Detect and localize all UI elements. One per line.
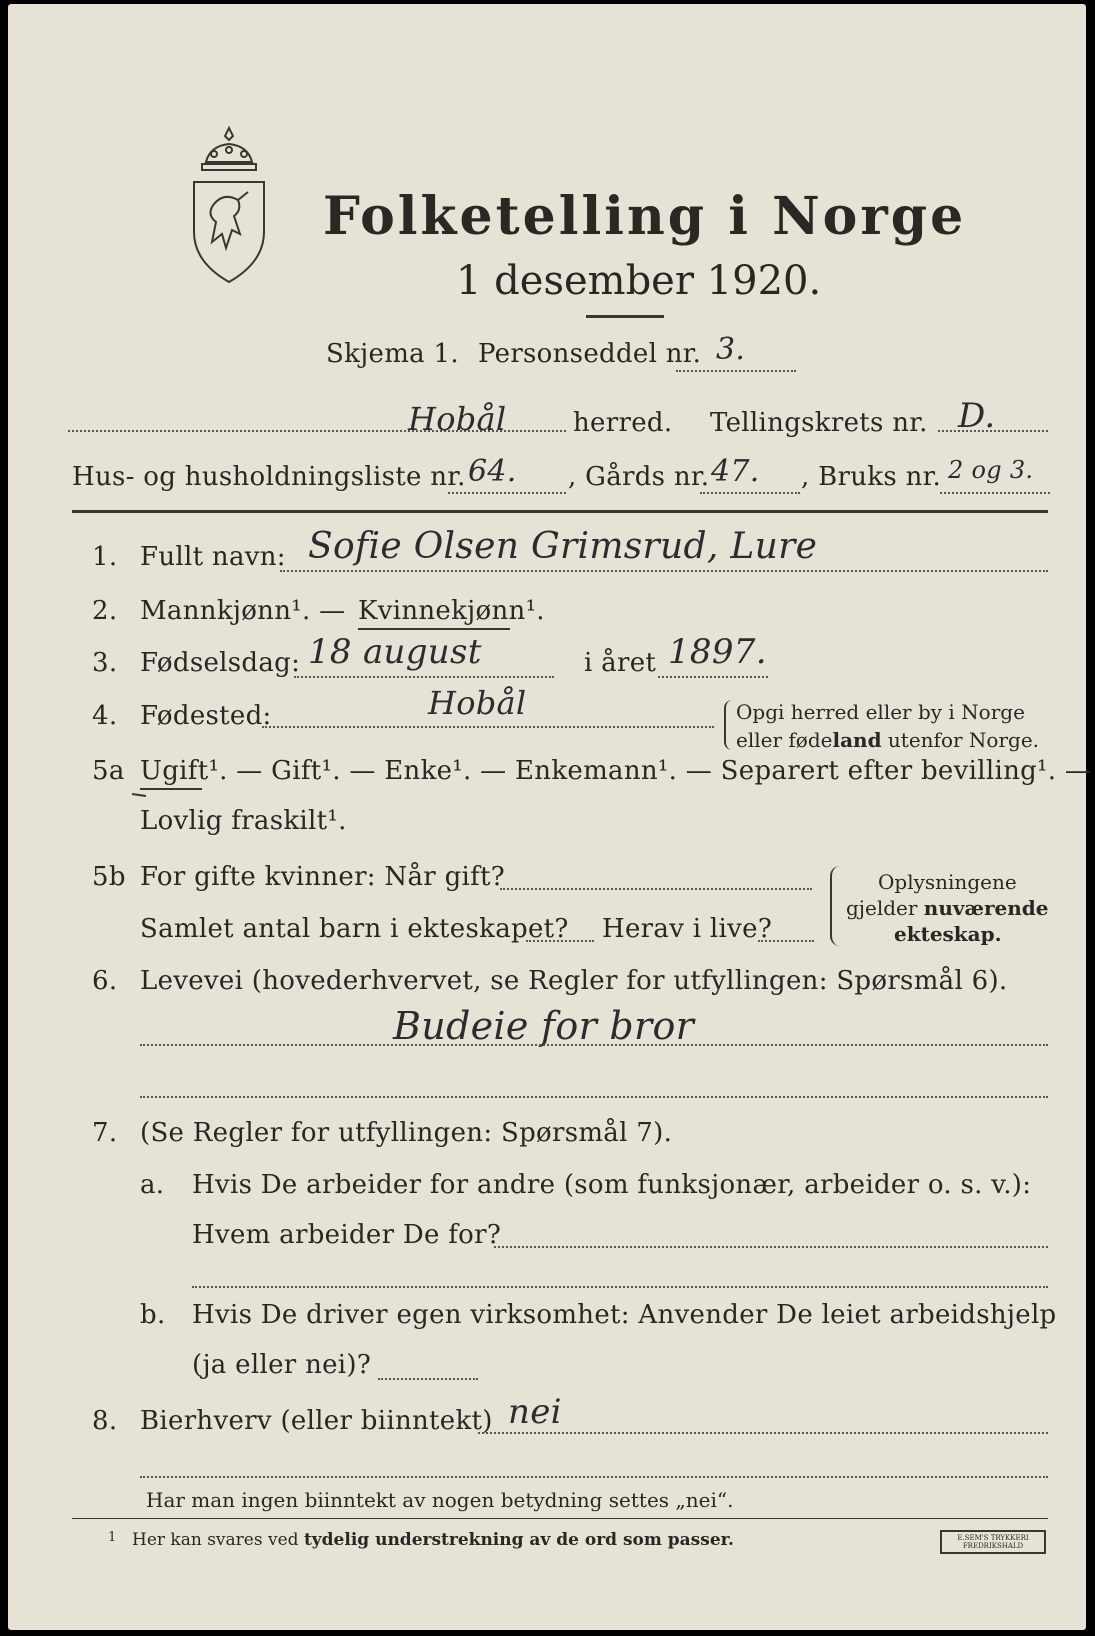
tellingskrets-field xyxy=(938,430,1048,432)
q1-value[interactable]: Sofie Olsen Grimsrud, Lure xyxy=(308,526,818,567)
q5a-ugift-mark xyxy=(132,793,146,797)
printer-mark: E.SEM'S TRYKKERI FREDRIKSHALD xyxy=(940,1530,1046,1554)
q1-number: 1. xyxy=(92,542,118,572)
q7b-letter: b. xyxy=(140,1300,166,1330)
census-form-sheet xyxy=(8,4,1092,1630)
q5b-note-brace xyxy=(830,866,840,946)
q5b-line2-b: Herav i live? xyxy=(602,914,773,944)
q5b-married-field xyxy=(500,888,812,890)
q5a-ugift[interactable]: Ugift xyxy=(140,756,209,786)
q3-year-field xyxy=(658,676,768,678)
q5b-line2-a: Samlet antal barn i ekteskapet? xyxy=(140,914,569,944)
q5a-other-options[interactable]: ¹. — Gift¹. — Enke¹. — Enkemann¹. — Separert efter bevilling¹. — xyxy=(208,756,1092,786)
q1-field xyxy=(280,570,1048,572)
q5b-note3: ekteskap. xyxy=(894,922,1002,946)
q6-field-2 xyxy=(140,1096,1048,1098)
q3-field xyxy=(294,676,554,678)
q4-note-brace xyxy=(724,700,732,750)
footnote xyxy=(132,1530,734,1550)
q2-kvinne-underline xyxy=(358,628,510,630)
personseddel-field xyxy=(676,370,796,372)
q5b-children-field xyxy=(526,940,594,942)
census-date: 1 desember 1920. xyxy=(456,258,822,304)
title-divider xyxy=(586,315,664,318)
q5b-alive-field xyxy=(758,940,814,942)
q5a-line2[interactable]: Lovlig fraskilt¹. xyxy=(140,806,347,836)
q3-aret-label: i året xyxy=(584,648,657,678)
bruks-field xyxy=(940,492,1050,494)
q5a-ugift-underline xyxy=(140,788,202,790)
tellingskrets-value[interactable]: D. xyxy=(958,396,996,436)
q5a-number: 5a xyxy=(92,756,125,786)
q7a-letter: a. xyxy=(140,1170,165,1200)
coat-of-arms-icon xyxy=(186,124,272,286)
gards-label: , Gårds nr. xyxy=(568,462,710,492)
q7b-field[interactable] xyxy=(378,1378,478,1380)
q4-note-line2-c: utenfor Norge. xyxy=(881,728,1040,752)
q6-number: 6. xyxy=(92,966,118,996)
bruks-label: , Bruks nr. xyxy=(801,462,942,492)
q2-mann[interactable]: Mannkjønn¹. — xyxy=(140,596,346,626)
footnote-b: tydelig understrekning av de ord som passer. xyxy=(303,1530,734,1550)
q6-label: Levevei (hovederhvervet, se Regler for utfyllingen: Spørsmål 6). xyxy=(140,966,1008,996)
q6-value[interactable]: Budeie for bror xyxy=(393,1004,695,1048)
q7-label: (Se Regler for utfyllingen: Spørsmål 7). xyxy=(140,1118,673,1148)
footnote-number: 1 xyxy=(108,1530,117,1545)
q4-note-line2-a: eller føde xyxy=(736,728,833,752)
skjema-label: Skjema 1. xyxy=(326,339,459,369)
q4-field xyxy=(262,726,714,728)
footer-note: Har man ingen biinntekt av nogen betydning settes „nei“. xyxy=(146,1488,734,1512)
q3-label: Fødselsdag: xyxy=(140,648,301,678)
gards-value[interactable]: 47. xyxy=(711,454,760,489)
q7a-employer-field-2[interactable] xyxy=(192,1286,1048,1288)
personseddel-label: Personseddel nr. xyxy=(478,339,702,369)
q4-note-line2-b: land xyxy=(832,728,882,752)
q6-field xyxy=(140,1044,1048,1046)
hus-field xyxy=(448,492,566,494)
q8-field xyxy=(478,1432,1048,1434)
herred-label: herred. xyxy=(573,408,673,438)
q5b-note1: Oplysningene xyxy=(878,870,1017,894)
q7a-line2: Hvem arbeider De for? xyxy=(192,1220,502,1250)
q7-number: 7. xyxy=(92,1118,118,1148)
footer-divider xyxy=(72,1518,1048,1519)
q2-kvinne[interactable]: Kvinnekjønn¹. xyxy=(358,596,545,626)
q8-label: Bierhverv (eller biinntekt) xyxy=(140,1406,493,1436)
q5a-options xyxy=(140,756,1091,786)
q7a-employer-field[interactable] xyxy=(494,1246,1048,1248)
q7b-line2: (ja eller nei)? xyxy=(192,1350,372,1380)
q8-number: 8. xyxy=(92,1406,118,1436)
q3-year[interactable]: 1897. xyxy=(668,632,767,672)
q5b-line1: For gifte kvinner: Når gift? xyxy=(140,862,506,892)
bruks-value[interactable]: 2 og 3. xyxy=(948,456,1034,484)
tellingskrets-label: Tellingskrets nr. xyxy=(710,408,928,438)
q5b-number: 5b xyxy=(92,862,126,892)
q5b-note2-b: nuværende xyxy=(923,896,1049,920)
herred-value[interactable]: Hobål xyxy=(408,400,507,438)
q3-number: 3. xyxy=(92,648,118,678)
q1-label: Fullt navn: xyxy=(140,542,286,572)
q2-number: 2. xyxy=(92,596,118,626)
q8-value[interactable]: nei xyxy=(508,1392,562,1432)
form-title: Folketelling i Norge xyxy=(323,186,967,247)
q7b-line1: Hvis De driver egen virksomhet: Anvender De leiet arbeidshjelp xyxy=(192,1300,1057,1330)
q4-value[interactable]: Hobål xyxy=(428,684,527,722)
q8-field-2 xyxy=(140,1476,1048,1478)
q7a-line1: Hvis De arbeider for andre (som funksjonær, arbeider o. s. v.): xyxy=(192,1170,1032,1200)
gards-field xyxy=(700,492,800,494)
q3-value[interactable]: 18 august xyxy=(308,632,482,672)
q4-number: 4. xyxy=(92,701,118,731)
hus-label: Hus- og husholdningsliste nr. xyxy=(72,462,466,492)
footnote-a: Her kan svares ved xyxy=(132,1530,304,1550)
q5b-note2-a: gjelder xyxy=(846,896,924,920)
q4-note-line2 xyxy=(736,728,1039,752)
hus-value[interactable]: 64. xyxy=(468,454,517,489)
q5b-note2 xyxy=(846,896,1049,920)
header-divider xyxy=(72,510,1048,513)
q4-label: Fødested: xyxy=(140,701,272,731)
personseddel-value[interactable]: 3. xyxy=(716,332,746,367)
q4-note-line1: Opgi herred eller by i Norge xyxy=(736,700,1025,724)
